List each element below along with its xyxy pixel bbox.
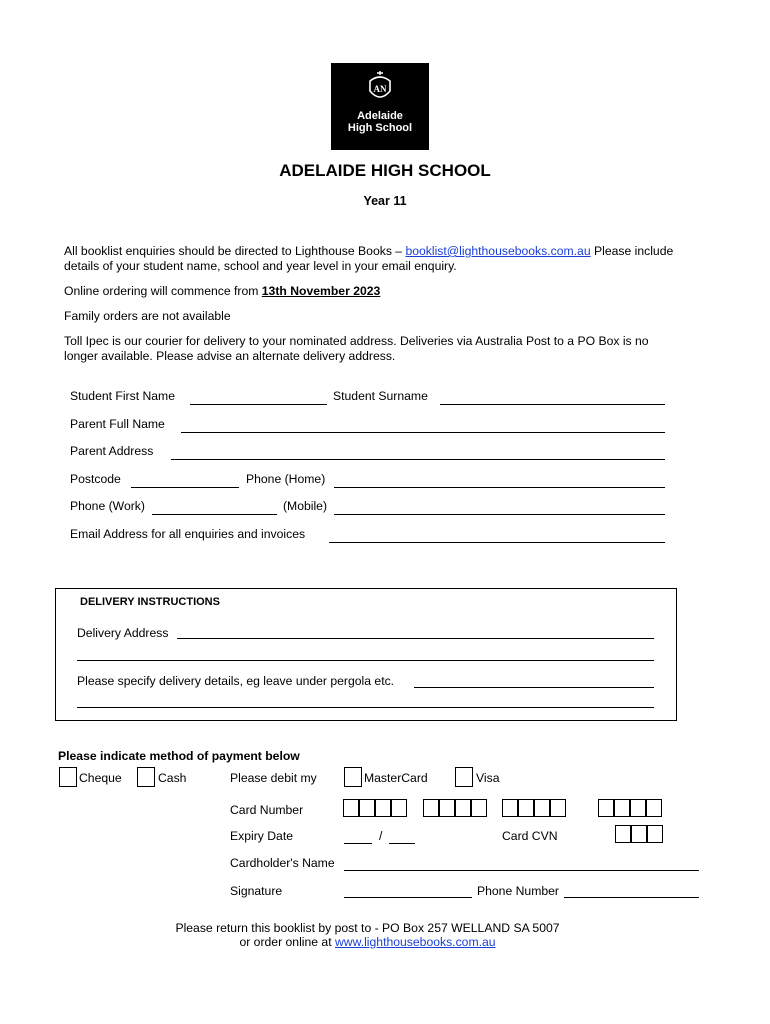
expiry-month-field[interactable] bbox=[344, 843, 372, 844]
delivery-details-label: Please specify delivery details, eg leave under pergola etc. bbox=[77, 674, 395, 688]
ordering-text: Online ordering will commence from bbox=[64, 284, 262, 298]
enquiries-paragraph bbox=[64, 244, 684, 273]
delivery-address-field-2[interactable] bbox=[77, 660, 654, 661]
email-field[interactable] bbox=[329, 542, 665, 543]
svg-text:AN: AN bbox=[373, 84, 387, 94]
surname-field[interactable] bbox=[440, 404, 665, 405]
card-digit-cell[interactable] bbox=[534, 799, 550, 817]
first-name-label: Student First Name bbox=[70, 389, 175, 403]
phone-work-field[interactable] bbox=[152, 514, 277, 515]
logo-line-2: High School bbox=[347, 122, 413, 134]
cheque-label: Cheque bbox=[79, 771, 122, 785]
school-crest-icon bbox=[367, 71, 393, 105]
card-digit-cell[interactable] bbox=[343, 799, 359, 817]
payment-heading: Please indicate method of payment below bbox=[58, 749, 300, 763]
mastercard-label: MasterCard bbox=[364, 771, 428, 785]
phone-home-field[interactable] bbox=[334, 487, 665, 488]
surname-label: Student Surname bbox=[333, 389, 428, 403]
cvn-digit-cell[interactable] bbox=[631, 825, 647, 843]
order-online-line bbox=[0, 935, 735, 949]
delivery-address-label: Delivery Address bbox=[77, 626, 169, 640]
expiry-year-field[interactable] bbox=[389, 843, 415, 844]
card-digit-cell[interactable] bbox=[614, 799, 630, 817]
postcode-field[interactable] bbox=[131, 487, 239, 488]
card-digit-cell[interactable] bbox=[391, 799, 407, 817]
postcode-label: Postcode bbox=[70, 472, 121, 486]
signature-field[interactable] bbox=[344, 897, 472, 898]
order-online-link[interactable]: www.lighthousebooks.com.au bbox=[334, 935, 496, 949]
order-online-text: or order online at bbox=[239, 935, 335, 949]
delivery-details-field[interactable] bbox=[414, 687, 654, 688]
family-orders-note: Family orders are not available bbox=[64, 309, 231, 323]
year-level: Year 11 bbox=[363, 194, 407, 208]
card-digit-cell[interactable] bbox=[646, 799, 662, 817]
courier-paragraph: Toll Ipec is our courier for delivery to your nominated address. Deliveries via Australia Post to a PO Box is no longer available. Please advise an alternate delivery address. bbox=[64, 334, 649, 363]
card-digit-cell[interactable] bbox=[375, 799, 391, 817]
card-number-cells[interactable] bbox=[343, 799, 673, 819]
visa-label: Visa bbox=[476, 771, 500, 785]
school-logo bbox=[331, 63, 429, 150]
enquiries-text-2: Please include details of your student name, school and year level in your email enquiry. bbox=[64, 244, 674, 273]
return-address: Please return this booklist by post to - PO Box 257 WELLAND SA 5007 bbox=[175, 921, 560, 935]
email-label: Email Address for all enquiries and invoices bbox=[70, 527, 306, 541]
delivery-heading: DELIVERY INSTRUCTIONS bbox=[80, 596, 220, 608]
delivery-address-field[interactable] bbox=[177, 638, 654, 639]
card-number-label: Card Number bbox=[230, 803, 304, 817]
cash-label: Cash bbox=[158, 771, 187, 785]
parent-address-label: Parent Address bbox=[70, 444, 154, 458]
phone-number-field[interactable] bbox=[564, 897, 699, 898]
logo-line-1: Adelaide bbox=[357, 110, 403, 122]
cvn-digit-cell[interactable] bbox=[647, 825, 663, 843]
card-digit-cell[interactable] bbox=[471, 799, 487, 817]
card-digit-cell[interactable] bbox=[439, 799, 455, 817]
enquiries-text-1: All booklist enquiries should be directed to Lighthouse Books – bbox=[64, 244, 406, 258]
expiry-label: Expiry Date bbox=[230, 829, 293, 843]
card-digit-cell[interactable] bbox=[518, 799, 534, 817]
cardholder-label: Cardholder's Name bbox=[230, 856, 335, 870]
debit-label: Please debit my bbox=[230, 771, 317, 785]
expiry-separator: / bbox=[379, 829, 383, 843]
first-name-field[interactable] bbox=[190, 404, 327, 405]
page-title: ADELAIDE HIGH SCHOOL bbox=[279, 161, 491, 180]
phone-work-label: Phone (Work) bbox=[70, 499, 145, 513]
ordering-paragraph bbox=[64, 284, 684, 299]
card-digit-cell[interactable] bbox=[550, 799, 566, 817]
phone-home-label: Phone (Home) bbox=[246, 472, 326, 486]
cheque-checkbox[interactable] bbox=[59, 767, 77, 787]
parent-name-field[interactable] bbox=[181, 432, 665, 433]
cvn-label: Card CVN bbox=[502, 829, 558, 843]
card-digit-cell[interactable] bbox=[359, 799, 375, 817]
card-digit-cell[interactable] bbox=[502, 799, 518, 817]
card-digit-cell[interactable] bbox=[598, 799, 614, 817]
mobile-field[interactable] bbox=[334, 514, 665, 515]
parent-name-label: Parent Full Name bbox=[70, 417, 165, 431]
signature-label: Signature bbox=[230, 884, 283, 898]
phone-number-label: Phone Number bbox=[477, 884, 559, 898]
mobile-label: (Mobile) bbox=[283, 499, 328, 513]
card-digit-cell[interactable] bbox=[423, 799, 439, 817]
ordering-date: 13th November 2023 bbox=[261, 284, 381, 298]
cardholder-field[interactable] bbox=[344, 870, 699, 871]
cash-checkbox[interactable] bbox=[137, 767, 155, 787]
delivery-details-field-2[interactable] bbox=[77, 707, 654, 708]
booklist-email-link[interactable]: booklist@lighthousebooks.com.au bbox=[405, 244, 591, 258]
parent-address-field[interactable] bbox=[171, 459, 665, 460]
card-digit-cell[interactable] bbox=[455, 799, 471, 817]
visa-checkbox[interactable] bbox=[455, 767, 473, 787]
mastercard-checkbox[interactable] bbox=[344, 767, 362, 787]
cvn-digit-cell[interactable] bbox=[615, 825, 631, 843]
card-digit-cell[interactable] bbox=[630, 799, 646, 817]
cvn-cells[interactable] bbox=[615, 825, 665, 845]
